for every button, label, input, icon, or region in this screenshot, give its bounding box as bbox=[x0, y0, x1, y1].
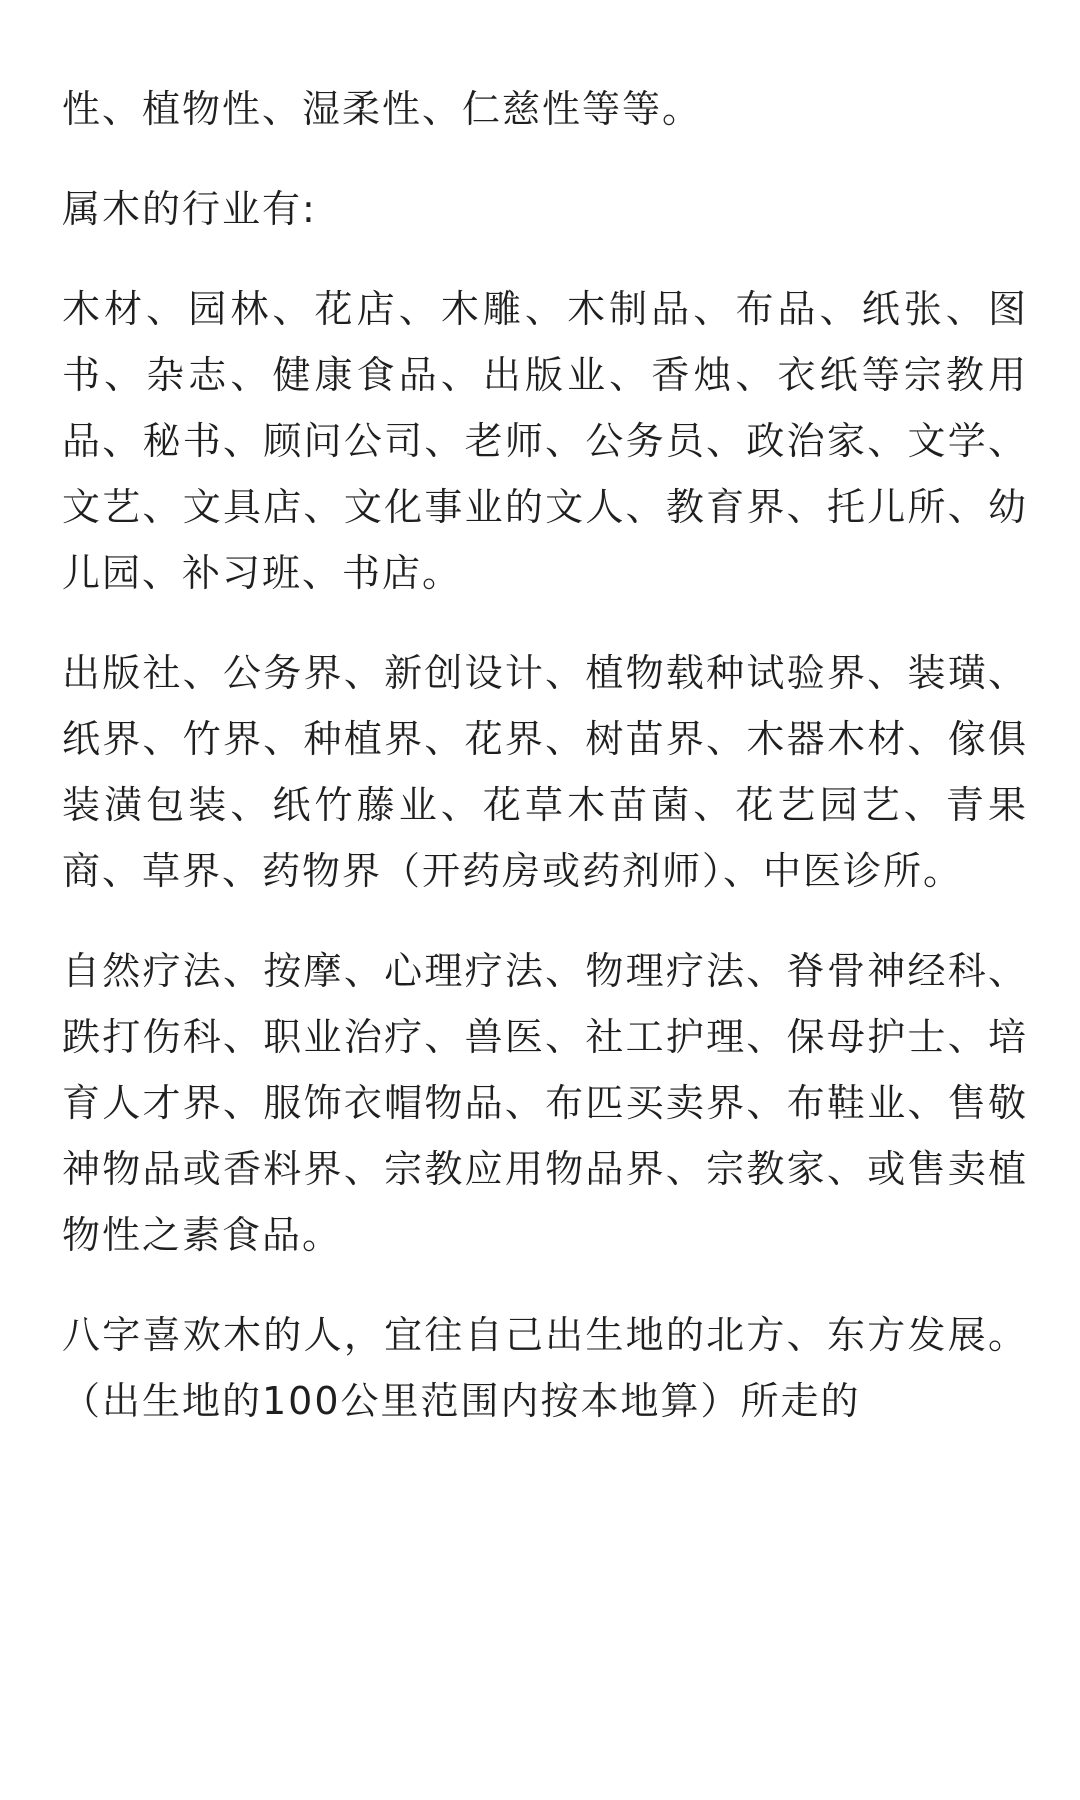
article-body bbox=[62, 76, 1028, 1434]
paragraph-intro-continuation: 性、植物性、湿柔性、仁慈性等等。 bbox=[62, 87, 703, 131]
paragraph-industry-list-3: 自然疗法、按摩、心理疗法、物理疗法、脊骨神经科、跌打伤科、职业治疗、兽医、社工护理、保母护士、培育人才界、服饰衣帽物品、布匹买卖界、布鞋业、售敬神物品或香料界、宗教应用物品界、宗教家、或售卖植物性之素食品。 bbox=[62, 949, 1028, 1257]
paragraph-direction-advice: 八字喜欢木的人，宜往自己出生地的北方、东方发展。（出生地的100公里范围内按本地算）所走的 bbox=[62, 1313, 1028, 1423]
paragraph-industry-list-2: 出版社、公务界、新创设计、植物载种试验界、装璜、纸界、竹界、种植界、花界、树苗界、木器木材、傢俱装潢包装、纸竹藤业、花草木苗菌、花艺园艺、青果商、草界、药物界（开药房或药剂师）、中医诊所。 bbox=[62, 651, 1028, 893]
paragraph-industry-list-1: 木材、园林、花店、木雕、木制品、布品、纸张、图书、杂志、健康食品、出版业、香烛、衣纸等宗教用品、秘书、顾问公司、老师、公务员、政治家、文学、文艺、文具店、文化事业的文人、教育界、托儿所、幼儿园、补习班、书店。 bbox=[62, 287, 1028, 595]
paragraph-heading-wood-industries: 属木的行业有: bbox=[62, 187, 317, 231]
